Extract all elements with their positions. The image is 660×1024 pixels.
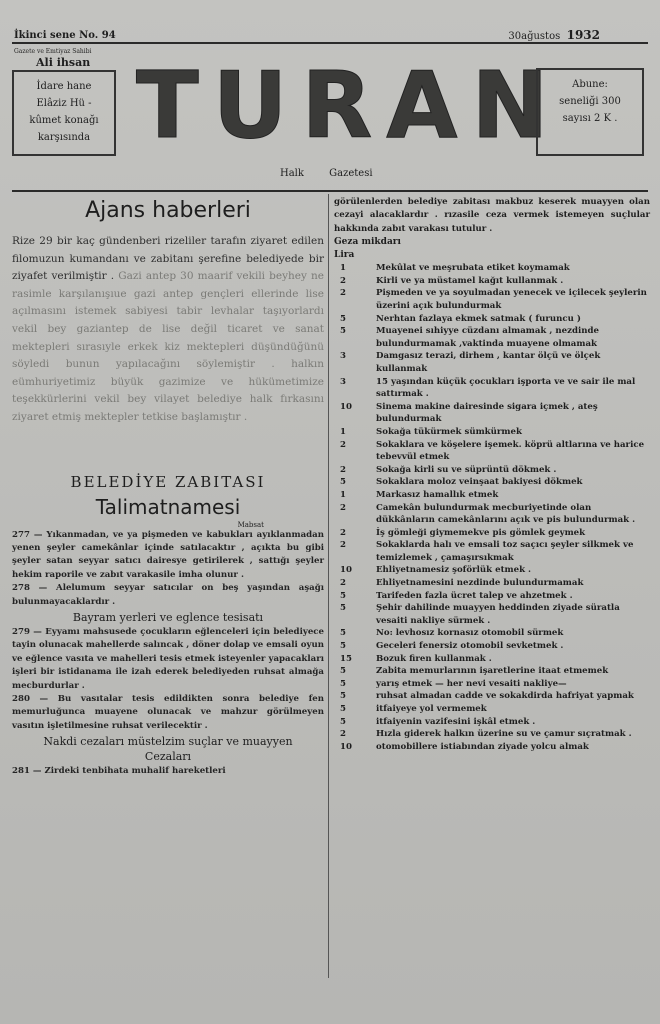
fine-row xyxy=(334,665,650,678)
fine-text: ruhsat almadan cadde ve sokakdirda hafriyat yapmak xyxy=(376,691,634,702)
fine-row xyxy=(334,564,650,577)
issue-date xyxy=(508,28,600,42)
fine-text: Mekûlat ve meşrubata etiket koymamak xyxy=(376,263,570,274)
fine-amount: 5 xyxy=(340,477,346,488)
fine-text: otomobillere istiabından ziyade yolcu almak xyxy=(376,741,589,752)
nakdi-heading: Nakdi cezaları müstelzim suçlar ve muayyen xyxy=(43,735,293,749)
office-box xyxy=(12,70,116,156)
lira-label: Lira xyxy=(334,250,355,261)
fine-text: Zabita memurlarının işaretlerine itaat etmemek xyxy=(376,666,609,677)
issue-number: İkinci sene No. 94 xyxy=(14,30,116,41)
fine-amount: 2 xyxy=(340,275,346,286)
fine-row xyxy=(334,325,650,350)
fine-amount: 3 xyxy=(340,376,346,387)
owner-name: Ali ihsan xyxy=(36,56,91,69)
owner-label: Gazete ve Emtiyaz Sahibi xyxy=(14,48,92,55)
fine-amount: 5 xyxy=(340,678,346,689)
fine-row xyxy=(334,476,650,489)
date-text: 30ağustos xyxy=(508,31,561,42)
fine-row xyxy=(334,741,650,754)
fine-amount: 2 xyxy=(340,729,346,740)
fine-row xyxy=(334,275,650,288)
fine-row xyxy=(334,728,650,741)
fine-row xyxy=(334,502,650,527)
fine-text: itfaiyenin vazifesini işkâl etmek . xyxy=(376,716,536,727)
fine-text: Hızla giderek halkın üzerine su ve çamur sıçratmak . xyxy=(376,729,632,740)
fine-text: Sokaklara moloz veinşaat bakiyesi dökmek xyxy=(376,477,583,488)
fine-amount: 5 xyxy=(340,704,346,714)
fine-amount: 2 xyxy=(340,540,346,551)
belediye-heading: BELEDİYE ZABITASI xyxy=(70,472,266,491)
fine-text: Tarifeden fazla ücret talep ve ahzetmek . xyxy=(376,590,573,601)
fine-amount: 2 xyxy=(340,439,346,450)
ajans-article xyxy=(12,233,324,427)
fine-text: Şehir dahilinde muayyen heddinden ziyade süratla vesaiti nakliye sürmek . xyxy=(376,603,620,626)
office-line: karşısında xyxy=(37,132,91,143)
fine-row xyxy=(334,690,650,703)
fine-row xyxy=(334,602,650,627)
fine-text: Camekân bulundurmak mecburiyetinde olan dükkânların camekânlarını açık ve pis bulundurmak . xyxy=(376,502,636,526)
fine-text: No: levhosız kornasız otomobil sürmek xyxy=(376,628,564,639)
bayram-heading: Bayram yerleri ve eglence tesisatı xyxy=(72,610,264,624)
office-line: kûmet konağı xyxy=(29,115,99,126)
talimatname-heading: Talimatnamesi xyxy=(95,494,241,519)
mabsat-label: Mabsat xyxy=(237,520,264,529)
fine-row xyxy=(334,640,650,653)
article-280: 280 — Bu vasıtalar tesis edildikten sonra belediye fen memurluğunca muayene olunacak ve mahzur görülmeyen vasıtın işletilmesine ruhsat verilecektir . xyxy=(12,694,324,731)
fine-amount: 5 xyxy=(340,603,346,614)
fine-amount: 15 xyxy=(340,653,352,664)
fine-text: Muayenei sıhiyye cüzdanı almamak , nezdinde bulundurmamak ,vaktinda muayene olmamak xyxy=(376,326,599,349)
fine-text: İş gömleği giymemekve pis gömlek geymek xyxy=(376,527,586,538)
article-281: 281 — Zirdeki tenbihata muhalif hareketleri xyxy=(12,766,226,777)
fine-text: yarış etmek — her nevi vesaiti nakliye— xyxy=(376,678,567,689)
fine-amount: 5 xyxy=(340,313,346,324)
article-279: 279 — Eyyamı mahsusede çocukların eğlenceleri için belediyece tayin olunacak mahellerde salıncak , döner dolap ve emsali oyun ve eğlence vasıta ve mahelleri tesis etmek isteyenler yapacakları işleri bir istidanama ile izah ederek belediyeden ruhsat almağa mecburdurlar . xyxy=(12,626,324,691)
fine-text: Ehliyetnamesini nezdinde bulundurmamak xyxy=(376,578,584,589)
fine-row xyxy=(334,627,650,640)
fine-text: itfaiyeye yol vermemek xyxy=(376,704,487,714)
fine-text: Sokaklara ve köşelere işemek. köprü altlarına ve harice tebevvül etmek xyxy=(376,439,645,463)
fine-amount: 1 xyxy=(340,426,346,437)
fine-amount: 3 xyxy=(340,351,346,362)
subscription-line: sayısı 2 K . xyxy=(562,113,618,124)
fine-row xyxy=(334,350,650,375)
cezalar-heading: Cezaları xyxy=(144,750,192,764)
right-column xyxy=(334,196,650,753)
fine-row xyxy=(334,539,650,564)
fine-text: Pişmeden ve ya soyulmadan yenecek ve içilecek şeylerin üzerini açık bulundurmak xyxy=(376,288,647,311)
fine-row xyxy=(334,287,650,312)
fine-text: Kirli ve ya müstamel kağıt kullanmak . xyxy=(376,275,564,286)
fine-row xyxy=(334,590,650,603)
fine-row xyxy=(334,426,650,439)
office-line: Elâziz Hü - xyxy=(36,98,92,109)
fine-row xyxy=(334,401,650,426)
fine-text: Bozuk firen kullanmak . xyxy=(376,653,492,664)
fine-row xyxy=(334,678,650,691)
fine-amount: 2 xyxy=(340,578,346,589)
top-rule xyxy=(12,42,648,44)
fine-row xyxy=(334,703,650,716)
fine-row xyxy=(334,262,650,275)
fine-amount: 2 xyxy=(340,527,346,538)
article-278: 278 — Alelumum seyyar satıcılar on beş yaşından aşağı bulunmayacaklardır . xyxy=(12,583,324,607)
fine-row xyxy=(334,313,650,326)
fine-text: Markasız hamallık etmek xyxy=(376,489,499,500)
fine-text: Sinema makine dairesinde sigara içmek , ateş bulundurmak xyxy=(376,401,598,425)
fine-text: 15 yaşından küçük çocukları işporta ve ve sair ile mal sattırmak . xyxy=(376,376,636,400)
fine-row xyxy=(334,489,650,502)
fine-amount: 5 xyxy=(340,691,346,702)
article-277: 277 — Yıkanmadan, ve ya pişmeden ve kabukları ayıklanmadan yenen şeyler camekânlar içinde satılacaktır , açıkta bu gibi şeyler satan seyyar satıcı dairesye getirilerek , sattığı şeyler hekim raporile ve zabıt varakasile imha olunur . xyxy=(12,529,324,580)
ajans-text: Rize 29 bir kaç gündenberi rizeliler tarafın ziyaret edilen filomuzun kumandanı ve zabitanı şerefine belediyede bir ziyafet verilmiştir . xyxy=(12,235,324,283)
year-text: 1932 xyxy=(566,28,600,42)
fine-row xyxy=(334,439,650,464)
fine-text: Sokaklarda halı ve emsali toz saçıcı şeyler silkmek ve temizlemek , çamaşırsıkmak xyxy=(376,540,634,563)
fine-row xyxy=(334,376,650,401)
fine-amount: 10 xyxy=(340,565,352,576)
header-rule xyxy=(12,190,648,192)
left-column xyxy=(12,196,324,779)
fine-amount: 10 xyxy=(340,741,352,752)
fine-text: Sokağa tükürmek sümkürmek xyxy=(376,426,522,437)
fine-row xyxy=(334,577,650,590)
fine-amount: 10 xyxy=(340,401,352,412)
fine-amount: 1 xyxy=(340,263,346,274)
fine-amount: 2 xyxy=(340,464,346,475)
office-line: İdare hane xyxy=(36,81,92,92)
fine-amount: 5 xyxy=(340,590,346,601)
masthead-title: TURAN xyxy=(136,52,563,159)
ajans-faded-text: Gazi antep 30 maarif vekili beyhey ne rasimle karşılanışıue gazi antep gençleri ellerinde lise açılmasını istemek sabiyesi tabir levhalar taşıyorlardı vekil bey gaziantep de lise değil ticaret ve sanat mektepleri sırasıyle erkek kiz mektepleri düşündüğünü söyledi bunun yapılacağını söylemiştir . halkın eümhuriyetimiz büyük gazimize ve hükümetimize teşekkürlerini vekil bey vilayet belediye halk fırkasını ziyaret etmiş mektepler tetkise başlamıştır . xyxy=(12,270,324,423)
fines-intro: görülenlerden belediye zabitası makbuz keserek muayyen olan cezayi alacaklardır . rızasile ceza vermek istemeyen suçlular hakkında zabıt varakası tutulur . xyxy=(334,197,650,234)
fine-row xyxy=(334,653,650,666)
fine-amount: 2 xyxy=(340,502,346,513)
fine-amount: 1 xyxy=(340,489,346,500)
fine-amount: 5 xyxy=(340,666,346,677)
fine-text: Nerhtan fazlaya ekmek satmak ( furuncu ) xyxy=(376,313,581,324)
fine-text: Ehliyetnamesiz şoförlük etmek . xyxy=(376,565,532,576)
fine-amount: 5 xyxy=(340,628,346,639)
column-divider xyxy=(328,194,329,978)
fine-amount: 2 xyxy=(340,288,346,299)
fine-row xyxy=(334,527,650,540)
fine-row xyxy=(334,464,650,477)
fine-text: Geceleri fenersiz otomobil sevketmek . xyxy=(376,641,564,652)
subscription-box xyxy=(536,68,644,156)
ajans-heading: Ajans haberleri xyxy=(85,198,251,223)
subscription-line: seneliği 300 xyxy=(559,96,621,107)
fines-list xyxy=(334,262,650,753)
geza-label: Geza mikdarı xyxy=(334,237,401,248)
fine-text: Sokağa kirli su ve süprüntü dökmek . xyxy=(376,464,557,475)
subscription-line: Abune: xyxy=(572,79,608,90)
fine-amount: 5 xyxy=(340,716,346,727)
fine-amount: 5 xyxy=(340,641,346,652)
fine-text: Damgasız terazi, dirhem , kantar ölçü ve ölçek kullanmak xyxy=(376,351,601,374)
fine-row xyxy=(334,716,650,729)
fine-amount: 5 xyxy=(340,326,346,337)
newspaper-subtitle: Halk Gazetesi xyxy=(280,168,373,179)
